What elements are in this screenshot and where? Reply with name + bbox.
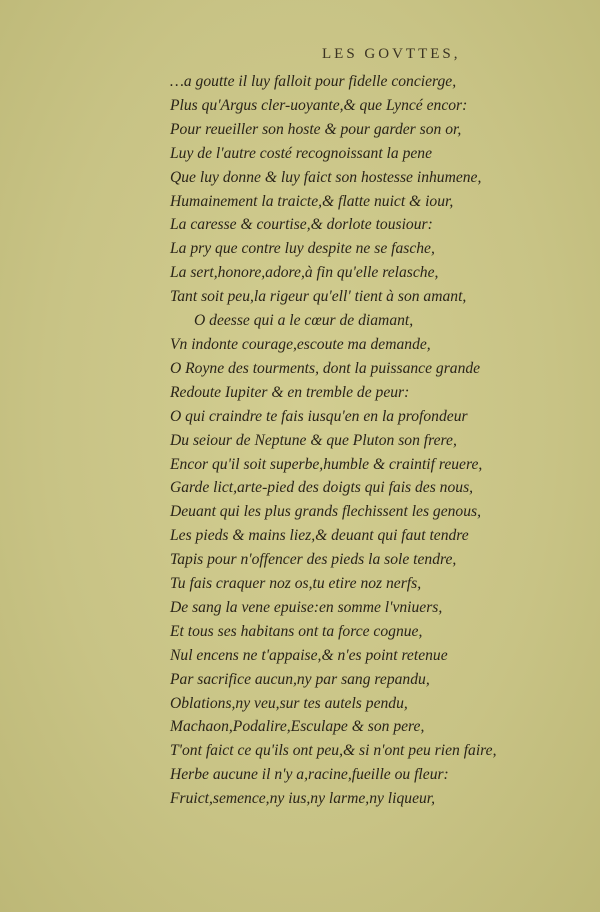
verse-line: T'ont faict ce qu'ils ont peu,& si n'ont peu rien faire, xyxy=(170,742,497,760)
verse-line: Encor qu'il soit superbe,humble & craintif reuere, xyxy=(170,455,483,473)
verse-line: Herbe aucune il n'y a,racine,fueille ou fleur: xyxy=(170,766,449,784)
verse-line: Tant soit peu,la rigeur qu'ell' tient à son amant, xyxy=(170,288,467,306)
verse-line: O deesse qui a le cœur de diamant, xyxy=(194,312,414,330)
verse-line: Du seiour de Neptune & que Pluton son frere, xyxy=(170,431,457,449)
verse-line: …a goutte il luy falloit pour fidelle concierge, xyxy=(170,73,457,90)
verse-line: Vn indonte courage,escoute ma demande, xyxy=(170,335,431,353)
verse-line: Tapis pour n'offencer des pieds la sole tendre, xyxy=(170,551,457,569)
verse-line: La caresse & courtise,& dorlote tousiour: xyxy=(170,216,433,234)
verse-line: Luy de l'autre costé recognoissant la pene xyxy=(170,144,433,162)
verse-line: O qui craindre te fais iusqu'en en la profondeur xyxy=(170,407,468,425)
verse-line: Et tous ses habitans ont ta force cognue, xyxy=(170,622,423,640)
verse-line: Fruict,semence,ny ius,ny larme,ny liqueur, xyxy=(170,790,436,808)
verse-line: Machaon,Podalire,Esculape & son pere, xyxy=(170,718,425,736)
verse-line: Oblations,ny veu,sur tes autels pendu, xyxy=(170,694,408,712)
running-title: LES GOVTTES, xyxy=(322,46,461,62)
verse-line: Pour reueiller son hoste & pour garder son or, xyxy=(170,120,462,138)
verse-line: Tu fais craquer noz os,tu etire noz nerfs, xyxy=(170,575,422,593)
verse-line: Par sacrifice aucun,ny par sang repandu, xyxy=(170,670,430,688)
verse-line: La sert,honore,adore,à fin qu'elle relasche, xyxy=(170,264,439,282)
poem-text xyxy=(170,70,590,811)
verse-line: O Royne des tourments, dont la puissance grande xyxy=(170,359,481,377)
verse-line: La pry que contre luy despite ne se fasche, xyxy=(170,240,435,258)
verse-line: Nul encens ne t'appaise,& n'es point retenue xyxy=(170,646,448,664)
verse-line: Que luy donne & luy faict son hostesse inhumene, xyxy=(170,168,482,186)
verse-line: Humainement la traicte,& flatte nuict & iour, xyxy=(170,192,454,210)
verse-line: Garde lict,arte-pied des doigts qui fais des nous, xyxy=(170,479,474,497)
verse-line: Plus qu'Argus cler-uoyante,& que Lyncé encor: xyxy=(170,96,468,114)
verse-line: Redoute Iupiter & en tremble de peur: xyxy=(170,383,410,401)
verse-line: Les pieds & mains liez,& deuant qui faut tendre xyxy=(170,527,469,545)
verse-line: De sang la vene epuise:en somme l'vniuers, xyxy=(170,598,443,616)
verse-line: Deuant qui les plus grands flechissent les genous, xyxy=(170,503,481,521)
